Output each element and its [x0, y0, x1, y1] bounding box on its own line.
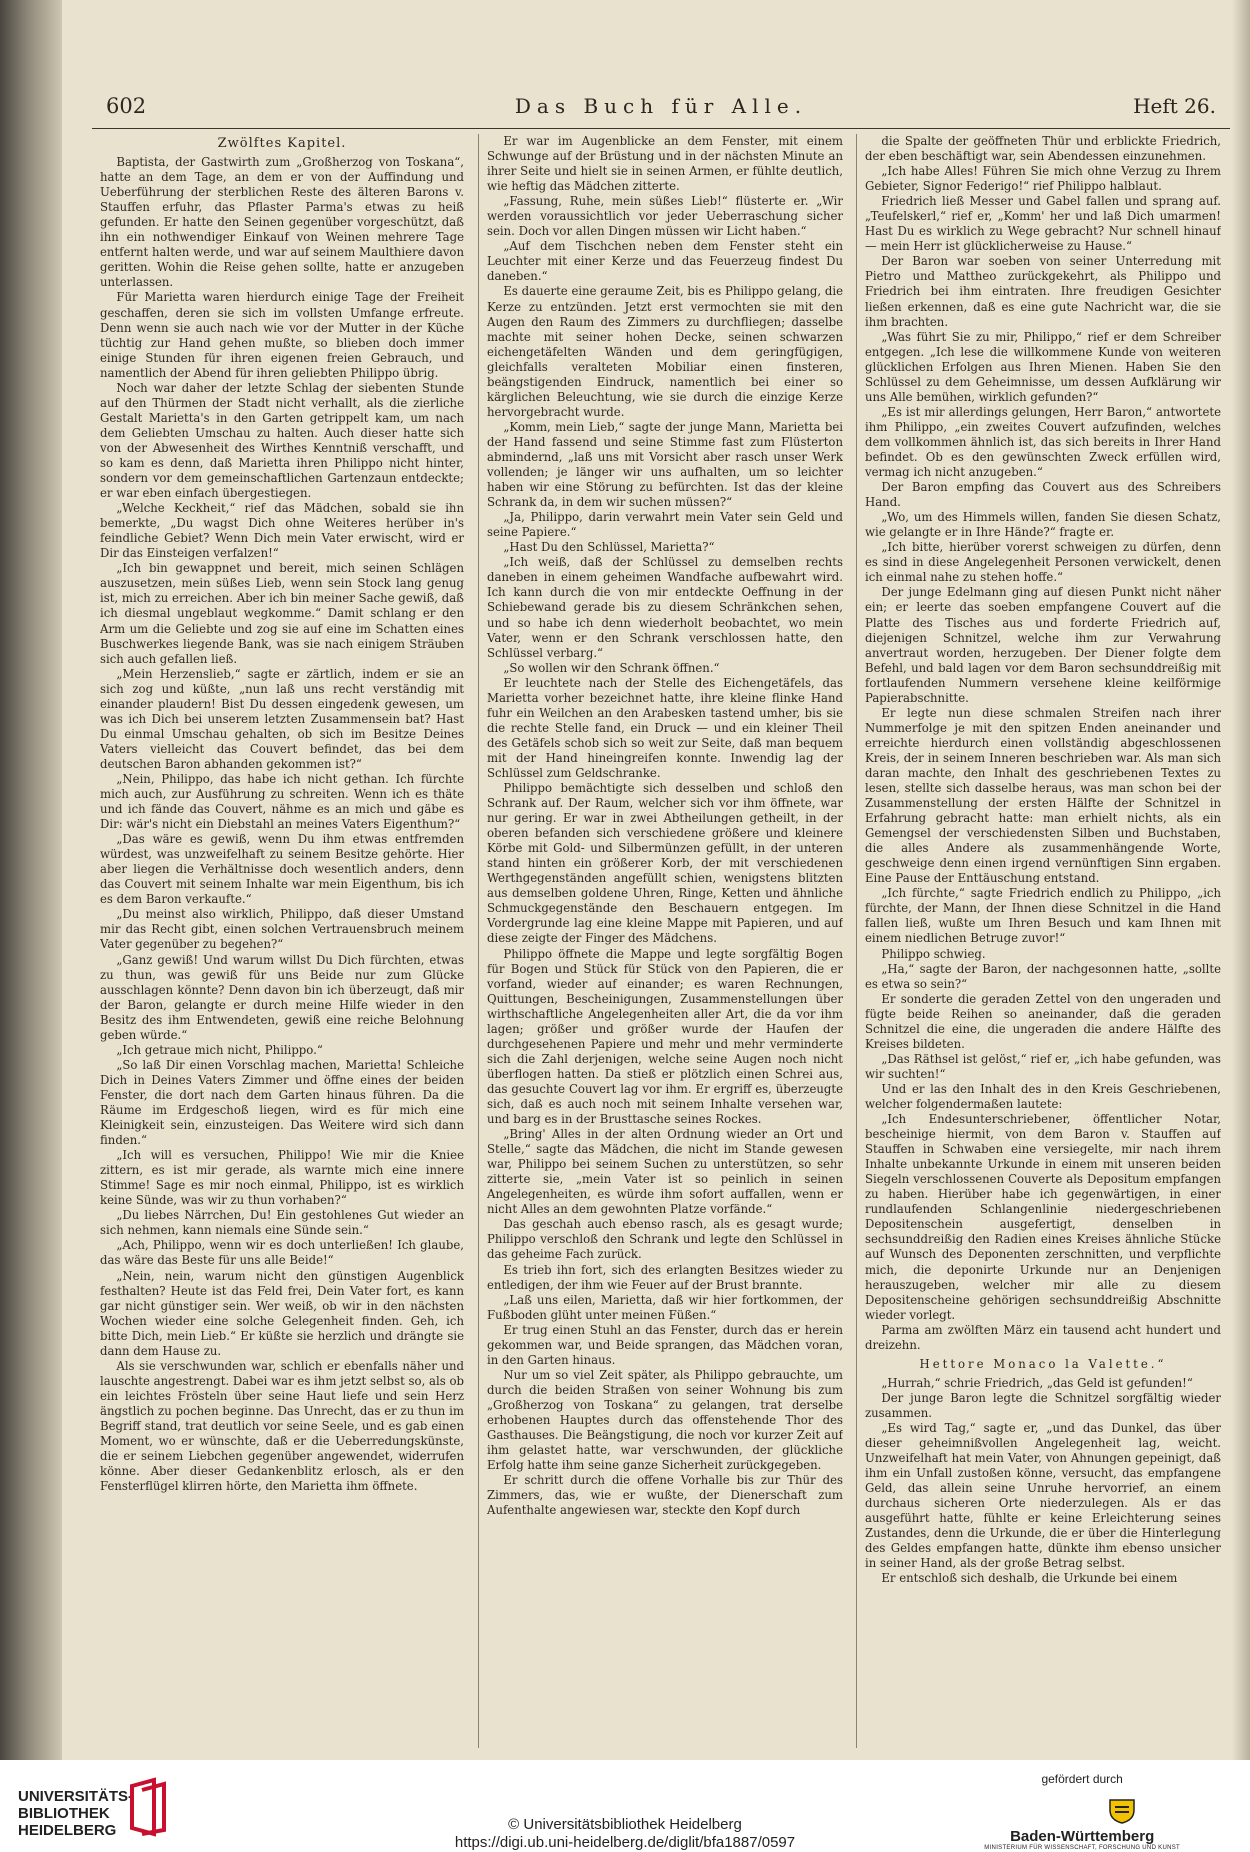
notary-signature: Hettore Monaco la Valette.“ — [919, 1356, 1167, 1371]
column-3 — [856, 134, 1221, 1748]
paragraph: „Ja, Philippo, darin verwahrt mein Vater sein Geld und seine Papiere.“ — [487, 510, 843, 540]
column-2-body — [487, 134, 843, 1518]
paragraph: „Ich bin gewappnet und bereit, mich seinen Schlägen auszusetzen, mein süßes Lieb, wenn sein Stock lang genug ist, mich zu erreichen. Aber ich bin meiner Sache gewiß, daß ich diesmal ungeblaut wegkomme.“ Damit schlang er den Arm um die Geliebte und zog sie auf eine im Schatten eines Buschwerkes liegende Bank, was sie nach einigem Sträuben sich auch gefallen ließ. — [100, 561, 464, 666]
paragraph: „Nein, nein, warum nicht den günstigen Augenblick festhalten? Heute ist das Feld frei, Dein Vater fort, es kann gar nicht günstiger sein. Wer weiß, ob wir in den nächsten Wochen wieder eine solche Gelegenheit finden. Geh, ich bitte Dich, mein Lieb.“ Er küßte sie herzlich und drängte sie dann dem Hause zu. — [100, 1268, 464, 1358]
paragraph: die Spalte der geöffneten Thür und erblickte Friedrich, der eben beschäftigt war, sein Abendessen einzunehmen. — [865, 134, 1221, 164]
paragraph: „Ich getraue mich nicht, Philippo.“ — [116, 1042, 323, 1057]
column-2 — [478, 134, 843, 1748]
column-1-body — [100, 155, 464, 1494]
funder-block — [984, 1772, 1180, 1851]
paragraph: Er leuchtete nach der Stelle des Eichengetäfels, das Marietta vorher bezeichnet hatte, ihre kleine flinke Hand fuhr ein Weilchen an den Arabesken tastend umher, bis sie die rechte Stelle fand, ein Druck — und ein kleiner Theil des Getäfels schob sich so weit zur Seite, daß man bequem mit der Hand hineingreifen konnte. Inwendig lag der Schlüssel zum Geldschranke. — [487, 675, 843, 780]
paragraph: „Nein, Philippo, das habe ich nicht gethan. Ich fürchte mich auch, zur Ausführung zu schreiten. Wenn ich es thäte und ich fände das Couvert, nähme es an mich und gäbe es Dir: wär's nicht ein Diebstahl an meines Vaters Eigenthum?“ — [100, 771, 464, 832]
paragraph: „Mein Herzenslieb,“ sagte er zärtlich, indem er sie an sich zog und küßte, „nun laß uns recht verständig mit einander plaudern! Bist Du dessen eingedenk gewesen, um was ich Dich bei unserem letzten Zusammensein bat? Hast Du einmal Umschau gehalten, ob sich im Besitze Deines Vaters vielleicht das Couvert befindet, das bei dem deutschen Baron abhanden gekommen ist?“ — [100, 666, 464, 771]
paragraph: „Welche Keckheit,“ rief das Mädchen, sobald sie ihn bemerkte, „Du wagst Dich ohne Weiteres herüber in's feindliche Gebiet? Wenn Dich mein Vater erwischt, wird er Dir das Einsteigen verfalzen!“ — [100, 501, 464, 561]
paragraph: Noch war daher der letzte Schlag der siebenten Stunde auf den Thürmen der Stadt nicht verhallt, als die zierliche Gestalt Marietta's in den Garten getrippelt kam, um nach dem Geliebten Umschau zu halten. Auch dieser hatte sich von der Abwesenheit des Wirthes Kenntniß verschafft, und so kam es denn, daß Marietta ihren Philippo nicht hinter, sondern vor dem gemeinschaftlichen Gartenzaun entdeckte; er war eben einfach übergestiegen. — [100, 380, 464, 501]
paragraph: „Das wäre es gewiß, wenn Du ihm etwas entfremden würdest, was unzweifelhaft zu seinem Besitze gehörte. Hier aber liegen die Verhältnisse doch wesentlich anders, denn das Couvert mit seinem Inhalte war mein Eigenthum, bis ich es dem Baron verkaufte.“ — [100, 832, 464, 907]
paragraph: „Du meinst also wirklich, Philippo, daß dieser Umstand mir das Recht gibt, einen solchen Vertrauensbruch meinem Vater gegenüber zu begehen?“ — [100, 907, 464, 952]
uni-line-3: HEIDELBERG — [18, 1822, 117, 1839]
paragraph: Nur um so viel Zeit später, als Philippo gebrauchte, um durch die beiden Straßen von seiner Wohnung bis zum „Großherzog von Toskana“ zu gelangen, trat derselbe erhobenen Hauptes durch das offenstehende Thor des Gasthauses. Die Beängstigung, die noch vor kurzer Zeit auf ihm gelastet hatte, war verschwunden, der glückliche Erfolg hatte ihm seine ganze Sicherheit zurückgegeben. — [487, 1367, 843, 1473]
funded-by-label: gefördert durch — [1041, 1772, 1123, 1786]
publication-title: Das Buch für Alle. — [514, 94, 808, 118]
paragraph: Philippo schwieg. — [881, 946, 986, 961]
newspaper-page — [92, 88, 1230, 1748]
paragraph: Das geschah auch ebenso rasch, als es gesagt wurde; Philippo verschloß den Schrank und legte den Schlüssel in das geheime Fach zurück. — [487, 1217, 843, 1262]
paragraph: „So laß Dir einen Vorschlag machen, Marietta! Schleiche Dich in Deines Vaters Zimmer und öffne eines der beiden Fenster, die dort nach dem Garten hinaus führen. Da die Räume im Erdgeschoß liegen, wird es für mich eine Kleinigkeit sein, einzusteigen. Das Weitere wird sich dann finden.“ — [100, 1057, 464, 1148]
paragraph: Friedrich ließ Messer und Gabel fallen und sprang auf. „Teufelskerl,“ rief er, „Komm' her und laß Dich umarmen! Hast Du es wirklich zu Wege gebracht? Nur schnell hinauf — mein Herr ist glücklicherweise zu Hause.“ — [865, 194, 1221, 254]
paragraph: „Ich habe Alles! Führen Sie mich ohne Verzug zu Ihrem Gebieter, Signor Federigo!“ rief Philippo halblaut. — [865, 164, 1221, 194]
paragraph: Es trieb ihn fort, sich des erlangten Besitzes wieder zu entledigen, der ihm wie Feuer auf der Brust brannte. — [487, 1262, 843, 1292]
paragraph: „Es wird Tag,“ sagte er, „und das Dunkel, das über dieser geheimnißvollen Angelegenheit lag, weicht. Unzweifelhaft hat mein Vater, von Ahnungen gepeinigt, daß ihm ein Unfall zustoßen könne, versucht, das empfangene Geld, das allein seine Unruhe hervorrief, an einem durchaus sicheren Orte niederzulegen. Als er das ausgeführt hatte, fühlte er keine Erleichterung seines Zustandes, denn die Urkunde, die er über die Hinterlegung des Geldes empfangen hatte, dünkte ihm ebenso unsicher in seiner Hand, als der große Betrag selbst. — [865, 1420, 1221, 1571]
paragraph: Und er las den Inhalt des in den Kreis Geschriebenen, welcher folgendermaßen lautete: — [865, 1081, 1221, 1111]
paragraph: „Ha,“ sagte der Baron, der nachgesonnen hatte, „sollte es etwa so sein?“ — [865, 961, 1221, 991]
paragraph: „Wo, um des Himmels willen, fanden Sie diesen Schatz, wie gelangte er in Ihre Hände?“ fragte er. — [865, 510, 1221, 540]
paragraph: „Auf dem Tischchen neben dem Fenster steht ein Leuchter mit einer Kerze und das Feuerzeug findest Du daneben.“ — [487, 239, 843, 284]
paragraph: „Hast Du den Schlüssel, Marietta?“ — [503, 540, 715, 555]
paragraph: Er war im Augenblicke an dem Fenster, mit einem Schwunge auf der Brüstung und in der nächsten Minute an ihrer Seite und hielt sie in seinen Armen, er fühlte deutlich, wie heftig das Mädchen zitterte. — [487, 134, 843, 194]
paragraph: „Fassung, Ruhe, mein süßes Lieb!“ flüsterte er. „Wir werden voraussichtlich vor jeder Ueberraschung sicher sein. Doch vor allen Dingen müssen wir Licht haben.“ — [487, 194, 843, 239]
paragraph: Der junge Edelmann ging auf diesen Punkt nicht näher ein; er leerte das soeben empfangene Couvert auf die Platte des Tisches aus und forderte Friedrich auf, diejenigen Schnitzel, welche ihm zur Verwahrung anvertraut worden, herzugeben. Der Diener folgte dem Befehl, und bald lagen vor dem Baron sechsunddreißig mit fortlaufenden Nummern versehene kleine keilförmige Papierabschnitte. — [865, 585, 1221, 705]
funder-ministry: MINISTERIUM FÜR WISSENSCHAFT, FORSCHUNG UND KUNST — [984, 1845, 1180, 1851]
paragraph: Als sie verschwunden war, schlich er ebenfalls näher und lauschte angestrengt. Dabei war es ihm jetzt selbst so, als ob ein leichtes Frösteln über seine Haut liefe und sein Herz ängstlich zu pochen beginne. Das Unrecht, das er zu thun im Begriff stand, trat deutlich vor seine Seele, und es gab einen Moment, wo er wünschte, daß er die Ueberredungskünste, die er seinem Liebchen gegenüber angewendet, widerrufen könne. Aber dieser Gedankenblitz erlosch, als er den Fensterflügel klirren hörte, den Marietta ihm öffnete. — [100, 1358, 464, 1494]
uni-line-1: UNIVERSITÄTS- — [18, 1788, 134, 1805]
copyright-text: © Universitätsbibliothek Heidelberg — [508, 1816, 742, 1833]
paragraph: Baptista, der Gastwirth zum „Großherzog von Toskana“, hatte an dem Tage, an dem er von der Auffindung und Ueberführung der sterblichen Reste des älteren Barons v. Stauffen erfuhr, das Pflaster Parma's etwas zu heiß gefunden. Er hatte den Seinen gegenüber vorgeschützt, daß ihn ein nothwendiger Einkauf von Weinen mehrere Tage entfernt halten werde, und war auf seinem Maulthiere davon geritten. Wohin die Reise gehen sollte, hatte er anzugeben unterlassen. — [100, 155, 464, 290]
paragraph: „Ich will es versuchen, Philippo! Wie mir die Kniee zittern, es ist mir gerade, als warnte mich eine innere Stimme! Sage es mir noch einmal, Philippo, ist es wirklich keine Sünde, was wir zu thun vorhaben?“ — [100, 1148, 464, 1208]
paragraph: „Ich weiß, daß der Schlüssel zu demselben rechts daneben in einem geheimen Wandfache aufbewahrt wird. Ich kann durch die von mir entdeckte Oeffnung in der Schiebewand gerade bis zu diesem Schränkchen sehen, und so habe ich denn wiederholt beobachtet, wo mein Vater, wenn er den Schrank verschlossen hatte, den Schlüssel verbarg.“ — [487, 555, 843, 660]
paragraph: „Das Räthsel ist gelöst,“ rief er, „ich habe gefunden, was wir suchten!“ — [865, 1051, 1221, 1081]
paragraph: „So wollen wir den Schrank öffnen.“ — [503, 660, 720, 675]
paragraph: „Ach, Philippo, wenn wir es doch unterließen! Ich glaube, das wäre das Beste für uns alle Beide!“ — [100, 1238, 464, 1268]
permalink-url[interactable]: https://digi.ub.uni-heidelberg.de/diglit/bfa1887/0597 — [454, 1834, 796, 1851]
paragraph: „Ganz gewiß! Und warum willst Du Dich fürchten, etwas zu thun, was gewiß für uns Beide nur zum Glücke ausschlagen könnte? Denn davon bin ich überzeugt, daß mir der Baron, gelangte er durch meine Hilfe wieder in den Besitz des ihm Entwendeten, gewiß eine reiche Belohnung geben würde.“ — [100, 952, 464, 1042]
paragraph: Er sonderte die geraden Zettel von den ungeraden und fügte beide Reihen so aneinander, daß die geraden Schnitzel die eine, die ungeraden die andere Hälfte des Kreises bildeten. — [865, 991, 1221, 1051]
paragraph: „Es ist mir allerdings gelungen, Herr Baron,“ antwortete ihm Philippo, „ein zweites Couvert aufzufinden, welches dem vollkommen ähnlich ist, das sich bereits in Ihrer Hand befindet. Ob es den gewünschten Zweck erfüllen wird, vermag ich nicht anzugeben.“ — [865, 404, 1221, 480]
issue-number: Heft 26. — [1133, 94, 1216, 118]
paragraph: Er entschloß sich deshalb, die Urkunde bei einem — [881, 1571, 1178, 1586]
paragraph: Es dauerte eine geraume Zeit, bis es Philippo gelang, die Kerze zu entzünden. Jetzt erst vermochten sie mit den Augen den Raum des Zimmers zu durchfliegen; dasselbe machte mit seiner hohen Decke, seinen schwarzen eichengetäfelten Wänden und dem geringfügigen, gleichfalls veralteten Mobiliar einen finsteren, beängstigenden Eindruck, namentlich bei einer so kärglichen Beleuchtung, wie sie durch die einzige Kerze hervorgebracht wurde. — [487, 284, 843, 419]
chapter-heading: Zwölftes Kapitel. — [217, 136, 347, 151]
paragraph: „Was führt Sie zu mir, Philippo,“ rief er dem Schreiber entgegen. „Ich lese die willkommene Kunde von weiteren glücklichen Erfolgen aus Ihren Mienen. Haben Sie den Schlüssel zu dem Geheimnisse, um dessen Aufklärung wir uns Alle bemühen, wirklich gefunden?“ — [865, 329, 1221, 404]
paragraph: „Ich fürchte,“ sagte Friedrich endlich zu Philippo, „ich fürchte, der Mann, der Ihnen diese Schnitzel in die Hand fallen ließ, wußte um Ihren Besuch und kam Ihnen mit einem niedlichen Betruge zuvor!“ — [865, 886, 1221, 946]
column-1 — [100, 134, 464, 1748]
paragraph: Philippo öffnete die Mappe und legte sorgfältig Bogen für Bogen und Stück für Stück von den Papieren, die er vorfand, wieder auf einander; es waren Rechnungen, Quittungen, Bescheinigungen, Zusammenstellungen über wirthschaftliche Angelegenheiten aller Art, die da vor ihm lagen; größer und größer wurde der Haufen der durchgesehenen Papiere und mehr und mehr verminderte sich die Zahl derjenigen, welche seine Augen noch nicht überflogen hatten. Da stieß er plötzlich einen Schrei aus, das gesuchte Couvert lag vor ihm. Er ergriff es, überzeugte sich, daß es auch noch mit seinem Inhalte versehen war, und barg es in der Brusttasche seines Rockes. — [487, 946, 843, 1127]
paragraph: Der junge Baron legte die Schnitzel sorgfältig wieder zusammen. — [865, 1390, 1221, 1420]
paragraph: „Laß uns eilen, Marietta, daß wir hier fortkommen, der Fußboden glüht unter meinen Füßen.“ — [487, 1292, 843, 1322]
column-3-body-b — [865, 1376, 1221, 1587]
paragraph: „Ich bitte, hierüber vorerst schweigen zu dürfen, denn es sind in diese Angelegenheit Personen verwickelt, denen ich einmal nahe zu stehen hoffe.“ — [865, 540, 1221, 585]
text-columns — [92, 134, 1230, 1748]
page-number: 602 — [106, 94, 147, 118]
paragraph: „Bring' Alles in der alten Ordnung wieder an Ort und Stelle,“ sagte das Mädchen, die nicht im Stande gewesen war, Philippo bei seinem Suchen zu unterstützen, so sehr zitterte sie, „mein Vater ist so peinlich in seinen Angelegenheiten, es würde ihm sofort auffallen, wenn er nicht Alles an dem gewohnten Platze vorfände.“ — [487, 1127, 843, 1217]
paragraph: Der Baron war soeben von seiner Unterredung mit Pietro und Mattheo zurückgekehrt, als Philippo und Friedrich bei ihm eintraten. Ihre freudigen Gesichter ließen erkennen, daß es eine gute Nachricht war, die sie ihm brachten. — [865, 254, 1221, 329]
paragraph: „Komm, mein Lieb,“ sagte der junge Mann, Marietta bei der Hand fassend und seine Stimme fast zum Flüsterton abmindernd, „laß uns mit Vorsicht aber rasch unser Werk vollenden; je länger wir uns aufhalten, um so leichter haben wir eine Störung zu befürchten. Ist das der kleine Schrank da, in dem wir suchen müssen?“ — [487, 419, 843, 510]
page-header — [92, 88, 1230, 129]
paragraph: „Ich Endesunterschriebener, öffentlicher Notar, bescheinige hiermit, von dem Baron v. Stauffen auf Stauffen in Schwaben eine versiegelte, mir nach ihrem Inhalte unbekannte Urkunde in einem mit unseren beiden Siegeln verschlossenen Couverte als Depositum empfangen zu haben. Hierüber habe ich gegenwärtigen, in einer rundlaufenden Schlangenlinie niedergeschriebenen Depositenschein ausgefertigt, denselben in sechsunddreißig den Radien eines Kreises ähnliche Stücke auf Wunsch des Deponenten zerschnitten, und verpflichte mich, die deponirte Urkunde nur an Denjenigen herauszugeben, welcher mir alle zu diesem Depositenscheine gehörigen sechsunddreißig Abschnitte wieder vorlegt. — [865, 1112, 1221, 1322]
paragraph: Philippo bemächtigte sich desselben und schloß den Schrank auf. Der Raum, welcher sich vor ihm öffnete, war nur gering. Er war in zwei Abtheilungen getheilt, in der oberen befanden sich verschiedene größere und kleinere Körbe mit Gold- und Silbermünzen gefüllt, in der unteren stand hinten ein größerer Korb, der mit verschiedenen Werthgegenständen angefüllt schien, wenigstens blitzten aus demselben goldene Uhren, Ringe, Ketten und ähnliche Schmuckgegenstände den Beschauern entgegen. Im Vordergrunde lag eine kleine Mappe mit Papieren, und auf diese zeigte der Finger des Mädchens. — [487, 781, 843, 946]
column-3-body-a — [865, 134, 1221, 1353]
paragraph: Für Marietta waren hierdurch einige Tage der Freiheit geschaffen, deren sie sich im vollsten Umfange erfreute. Denn wenn sie auch nach wie vor der Mutter in der Küche tüchtig zur Hand gehen mußte, so blieben doch immer einige Stunden für ihren eigenen freien Gebrauch, und namentlich der Abend für ihren geliebten Philippo übrig. — [100, 290, 464, 380]
paragraph: Er legte nun diese schmalen Streifen nach ihrer Nummerfolge je mit den spitzen Enden aneinander und erreichte hierdurch einen vollständig abgeschlossenen Kreis, der in seinem Inneren beschrieben war. Als man sich daran machte, den Inhalt des geschriebenen Textes zu lesen, stellte sich dasselbe heraus, was man schon bei der Zusammenstellung der ersten Hälfte der Schnitzel in Erfahrung gebracht hatte: man erhielt nichts, als ein Gemengsel der verschiedensten Silben und Buchstaben, die alles Andere als zusammenhängende Worte, geschweige denn einen irgend vernünftigen Sinn ergaben. Eine Pause der Enttäuschung entstand. — [865, 705, 1221, 886]
paragraph: Er schritt durch die offene Vorhalle bis zur Thür des Zimmers, das, wie er wußte, der Dienerschaft zum Aufenthalte angewiesen war, steckte den Kopf durch — [487, 1473, 843, 1518]
funder-name: Baden-Württemberg — [1010, 1828, 1155, 1845]
library-footer — [0, 1760, 1250, 1852]
paragraph: Parma am zwölften März ein tausend acht hundert und dreizehn. — [865, 1322, 1221, 1352]
uni-line-2: BIBLIOTHEK — [18, 1805, 110, 1822]
book-gutter — [0, 0, 62, 1760]
paragraph: Der Baron empfing das Couvert aus des Schreibers Hand. — [865, 480, 1221, 510]
paragraph: „Hurrah,“ schrie Friedrich, „das Geld ist gefunden!“ — [881, 1375, 1193, 1390]
paragraph: „Du liebes Närrchen, Du! Ein gestohlenes Gut wieder an sich nehmen, kann niemals eine Sünde sein.“ — [100, 1208, 464, 1238]
paragraph: Er trug einen Stuhl an das Fenster, durch das er herein gekommen war, und Beide sprangen, das Mädchen voran, in den Garten hinaus. — [487, 1322, 843, 1367]
